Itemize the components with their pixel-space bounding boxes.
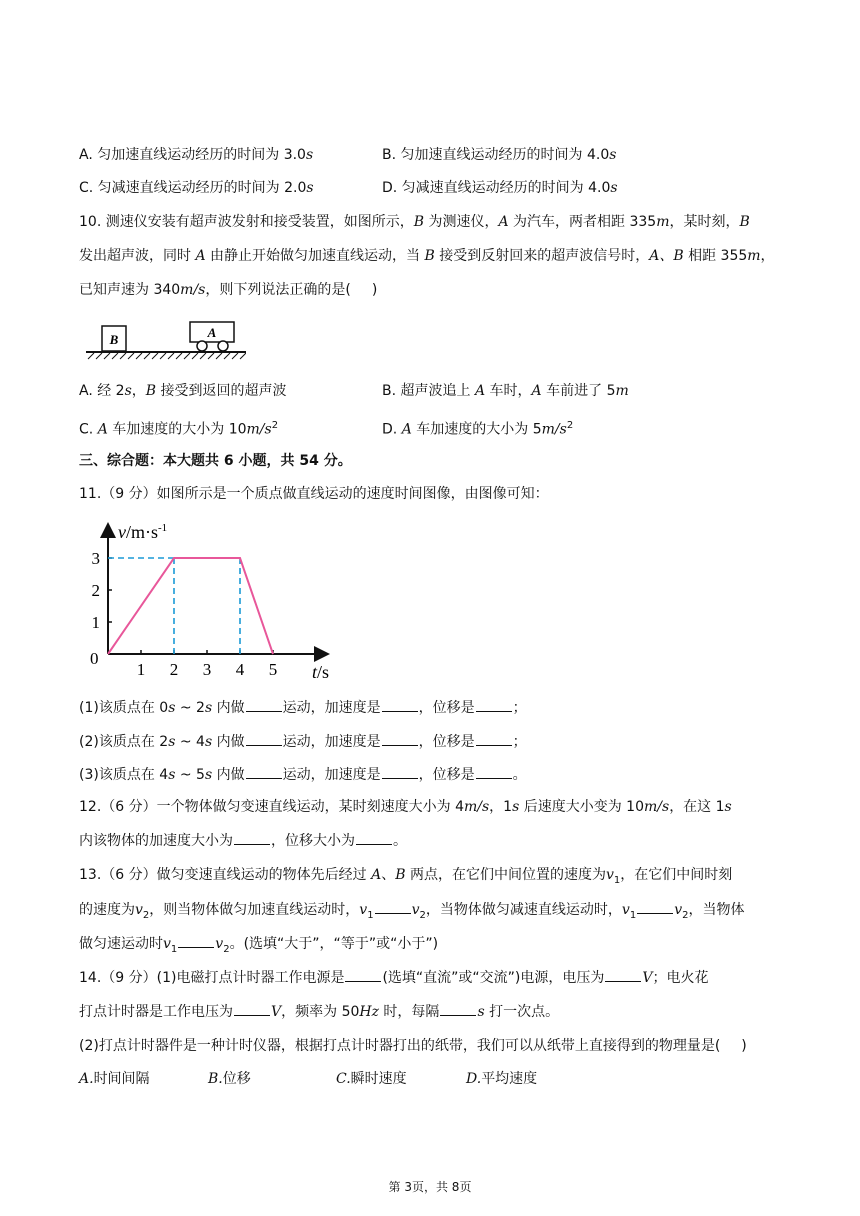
answer-blank[interactable] [178, 933, 214, 948]
x-axis-label: t/s [312, 662, 330, 682]
q14-option-c: C.瞬时速度 [336, 1071, 407, 1087]
q9-option-a: A. 匀加速直线运动经历的时间为 3.0s [79, 147, 314, 163]
ground-hatching [88, 353, 246, 359]
q14-option-d: D.平均速度 [466, 1071, 538, 1087]
q12-line1: 12.（6 分）一个物体做匀变速直线运动，某时刻速度大小为 4m/s，1s 后速度大小变为 10m/s，在这 1s [79, 799, 732, 815]
answer-blank[interactable] [440, 1001, 476, 1016]
x-tick-label: 2 [169, 660, 179, 679]
page-footer: 第 3页，共 8页 [388, 1180, 472, 1194]
q10-option-d: D. A 车加速度的大小为 $5m/s^2$ [382, 420, 574, 438]
answer-blank[interactable] [637, 899, 673, 914]
q9-option-d: D. 匀减速直线运动经历的时间为 4.0s [382, 180, 618, 196]
x-tick-label: 1 [136, 660, 146, 679]
q13-line2: 的速度为$v_2$，则当物体做匀加速直线运动时，$v_1$ $v_2$，当物体做匀减速直线运动时，$v_1$ $v_2$，当物体 [79, 899, 744, 919]
car-a-label: A [207, 325, 217, 340]
q11-stem: 11.（9 分）如图所示是一个质点做直线运动的速度时间图像，由图像可知： [79, 486, 549, 502]
answer-blank[interactable] [382, 697, 418, 712]
section-heading: 三、综合题：本大题共 6 小题，共 54 分。 [79, 453, 352, 469]
speed-meter-figure [86, 316, 246, 360]
q9-option-c: C. 匀减速直线运动经历的时间为 2.0s [79, 180, 314, 196]
guide-lines [108, 558, 240, 654]
y-tick-label: 2 [91, 581, 100, 600]
q9-option-b: B. 匀加速直线运动经历的时间为 4.0s [382, 147, 617, 163]
answer-blank[interactable] [345, 967, 381, 982]
answer-blank[interactable] [382, 731, 418, 746]
answer-blank[interactable] [356, 830, 392, 845]
q11-sub1: (1)该质点在 0s ~ 2s 内做 运动，加速度是 ，位移是 ； [79, 697, 527, 717]
y-axis-label: $v/m\cdot s^{-1}$ [118, 522, 168, 542]
q10-option-b: B. 超声波追上 A 车时，A 车前进了 5m [382, 383, 629, 399]
q10-stem-line2: 发出超声波，同时 A 由静止开始做匀加速直线运动，当 B 接受到反射回来的超声波信号时，A、B 相距 355m， [79, 248, 775, 264]
answer-blank[interactable] [246, 731, 282, 746]
velocity-series-line [108, 558, 273, 654]
q10-option-a: A. 经 2s，B 接受到返回的超声波 [79, 383, 287, 399]
q11-sub2: (2)该质点在 2s ~ 4s 内做 运动，加速度是 ，位移是 ； [79, 731, 527, 751]
x-tick-label: 4 [235, 660, 245, 679]
velocity-time-graph [80, 520, 340, 690]
q14-line2: 打点计时器是工作电压为 V，频率为 50Hz 时，每隔 s 打一次点。 [79, 1001, 559, 1021]
answer-blank[interactable] [246, 764, 282, 779]
q10-stem-line3: 已知声速为 340m/s，则下列说法正确的是( ) [79, 282, 378, 298]
answer-blank[interactable] [476, 697, 512, 712]
y-tick-label: 3 [91, 549, 100, 568]
car-a-wheel-left [197, 341, 207, 351]
q13-line1: 13.（6 分）做匀变速直线运动的物体先后经过 A、B 两点，在它们中间位置的速度为$v_1$，在它们中间时刻 [79, 867, 733, 886]
answer-blank[interactable] [246, 697, 282, 712]
y-tick-label: 1 [91, 613, 100, 632]
answer-blank[interactable] [382, 764, 418, 779]
answer-blank[interactable] [476, 731, 512, 746]
q13-line3: 做匀速运动时$v_1$ $v_2$。(选填“大于”，“等于”或“小于”) [79, 933, 438, 953]
q10-stem-line1: 10. 测速仪安装有超声波发射和接受装置，如图所示，B 为测速仪，A 为汽车，两者相距 335m，某时刻，B [79, 214, 750, 230]
q14-option-b: B.位移 [208, 1071, 251, 1087]
answer-blank[interactable] [234, 1001, 270, 1016]
answer-blank[interactable] [375, 899, 411, 914]
box-b-label: B [109, 332, 119, 347]
car-a-wheel-right [218, 341, 228, 351]
q14-option-a: A.时间间隔 [79, 1071, 150, 1087]
q10-option-c: C. A 车加速度的大小为 $10m/s^2$ [79, 420, 279, 438]
answer-blank[interactable] [605, 967, 641, 982]
answer-blank[interactable] [476, 764, 512, 779]
q14-line1: 14.（9 分）(1)电磁打点计时器工作电源是 (选填“直流”或“交流”)电源，电压为 V；电火花 [79, 967, 709, 987]
q12-line2: 内该物体的加速度大小为 ，位移大小为 。 [79, 830, 407, 850]
answer-blank[interactable] [234, 830, 270, 845]
q11-sub3: (3)该质点在 4s ~ 5s 内做 运动，加速度是 ，位移是 。 [79, 764, 527, 784]
x-tick-label: 3 [202, 660, 212, 679]
q14-line3: (2)打点计时器件是一种计时仪器，根据打点计时器打出的纸带，我们可以从纸带上直接得到的物理量是( ) [79, 1038, 747, 1054]
origin-label: 0 [90, 649, 99, 668]
x-tick-label: 5 [268, 660, 278, 679]
